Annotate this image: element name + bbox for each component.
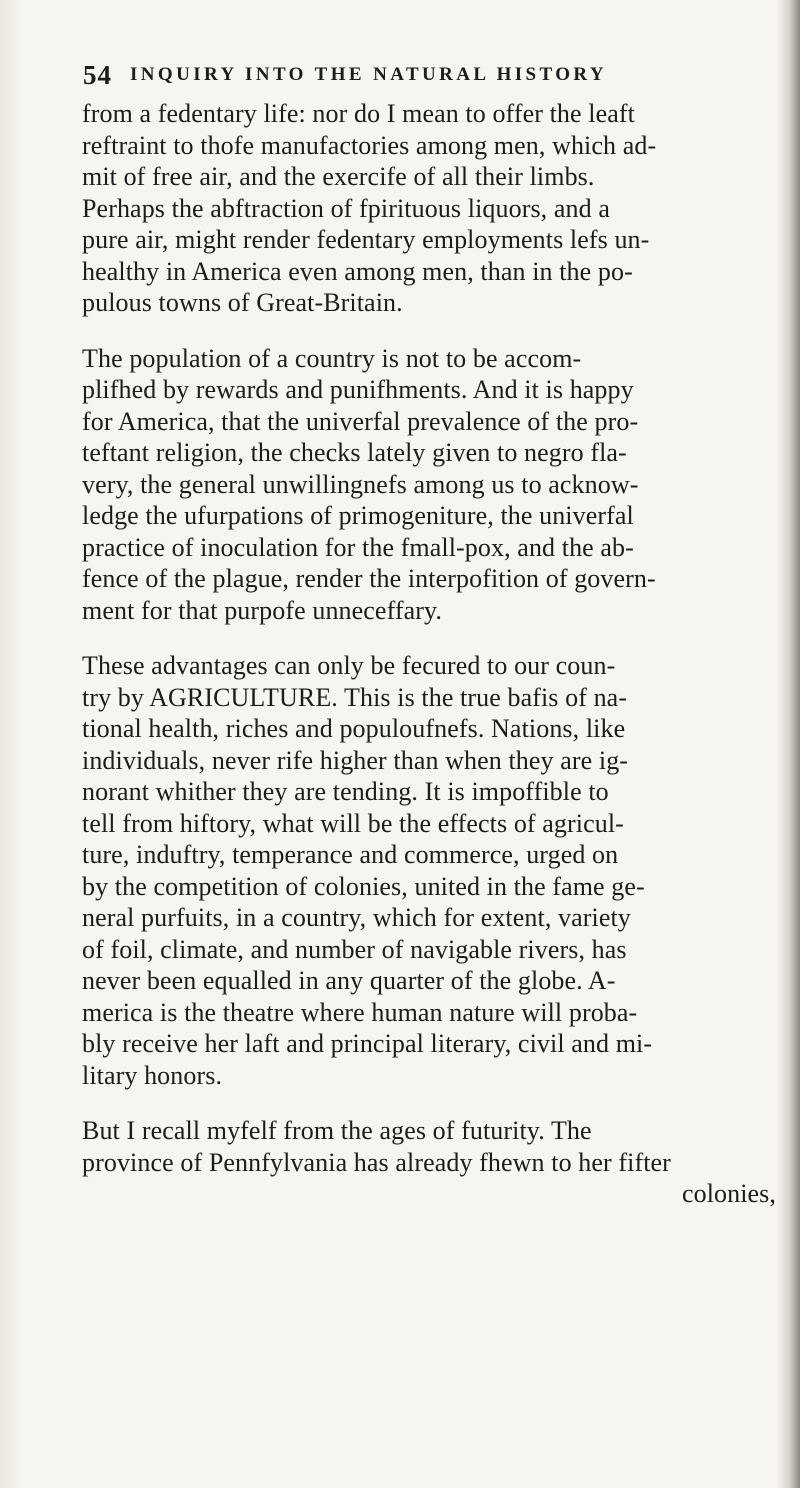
text-line: by the competition of colonies, united in the fame ge-	[82, 871, 645, 901]
paragraph-2	[82, 343, 794, 627]
text-line: norant whither they are tending. It is impoffible to	[82, 777, 609, 806]
text-line: of foil, climate, and number of navigable rivers, has	[82, 934, 627, 964]
text-line: pure air, might render fedentary employments lefs un-	[82, 225, 650, 254]
text-line: practice of inoculation for the fmall-pox, and the ab-	[82, 532, 634, 562]
text-line: mit of free air, and the exercife of all their limbs.	[82, 162, 595, 191]
running-title: INQUIRY INTO THE NATURAL HISTORY	[130, 64, 607, 85]
text-line: tell from hiftory, what will be the effects of agricul-	[82, 808, 624, 838]
text-line: Perhaps the abftraction of fpirituous liquors, and a	[82, 193, 610, 223]
body-text	[82, 98, 794, 1210]
text-line: ture, induftry, temperance and commerce, urged on	[82, 840, 619, 869]
text-line: very, the general unwillingnefs among us to acknow-	[82, 469, 639, 499]
page-number: 54	[83, 60, 112, 90]
text-line: try by AGRICULTURE. This is the true bafis of na-	[82, 682, 628, 712]
text-line: tional health, riches and populoufnefs. Nations, like	[82, 714, 626, 743]
page-header	[83, 60, 783, 94]
paragraph-3	[82, 650, 794, 1091]
text-line: pulous towns of Great-Britain.	[82, 288, 403, 317]
text-line: individuals, never rife higher than when they are ig-	[82, 745, 629, 775]
text-line: reftraint to thofe manufactories among men, which ad-	[82, 130, 657, 160]
text-line: plifhed by rewards and punifhments. And it is happy	[82, 375, 634, 404]
text-line: for America, that the univerfal prevalence of the pro-	[82, 406, 639, 436]
text-line: never been equalled in any quarter of the globe. A-	[82, 966, 616, 995]
text-line: fence of the plague, render the interpofition of govern-	[82, 564, 656, 593]
paragraph-1	[82, 98, 794, 319]
paragraph-4	[82, 1115, 794, 1210]
text-line: ment for that purpofe unneceffary.	[82, 595, 443, 625]
text-line: from a fedentary life: nor do I mean to offer the leaft	[82, 99, 635, 128]
page-gutter-shadow	[0, 0, 22, 1488]
text-line: litary honors.	[82, 1060, 223, 1090]
text-line: merica is the theatre where human nature will proba-	[82, 997, 638, 1027]
text-line: neral purfuits, in a country, which for extent, variety	[82, 903, 631, 932]
text-line: ledge the ufurpations of primogeniture, the univerfal	[82, 501, 634, 530]
text-line: teftant religion, the checks lately given to negro fla-	[82, 438, 627, 467]
text-line: The population of a country is not to be accom-	[82, 343, 582, 373]
text-line: bly receive her laft and principal literary, civil and mi-	[82, 1029, 653, 1058]
text-line: These advantages can only be fecured to our coun-	[82, 651, 616, 680]
text-line: But I recall myfelf from the ages of futurity. The	[82, 1116, 592, 1145]
text-line: colonies,	[681, 1179, 776, 1208]
text-line: province of Pennfylvania has already fhewn to her fifter	[82, 1147, 671, 1177]
text-line: healthy in America even among men, than in the po-	[82, 256, 633, 286]
